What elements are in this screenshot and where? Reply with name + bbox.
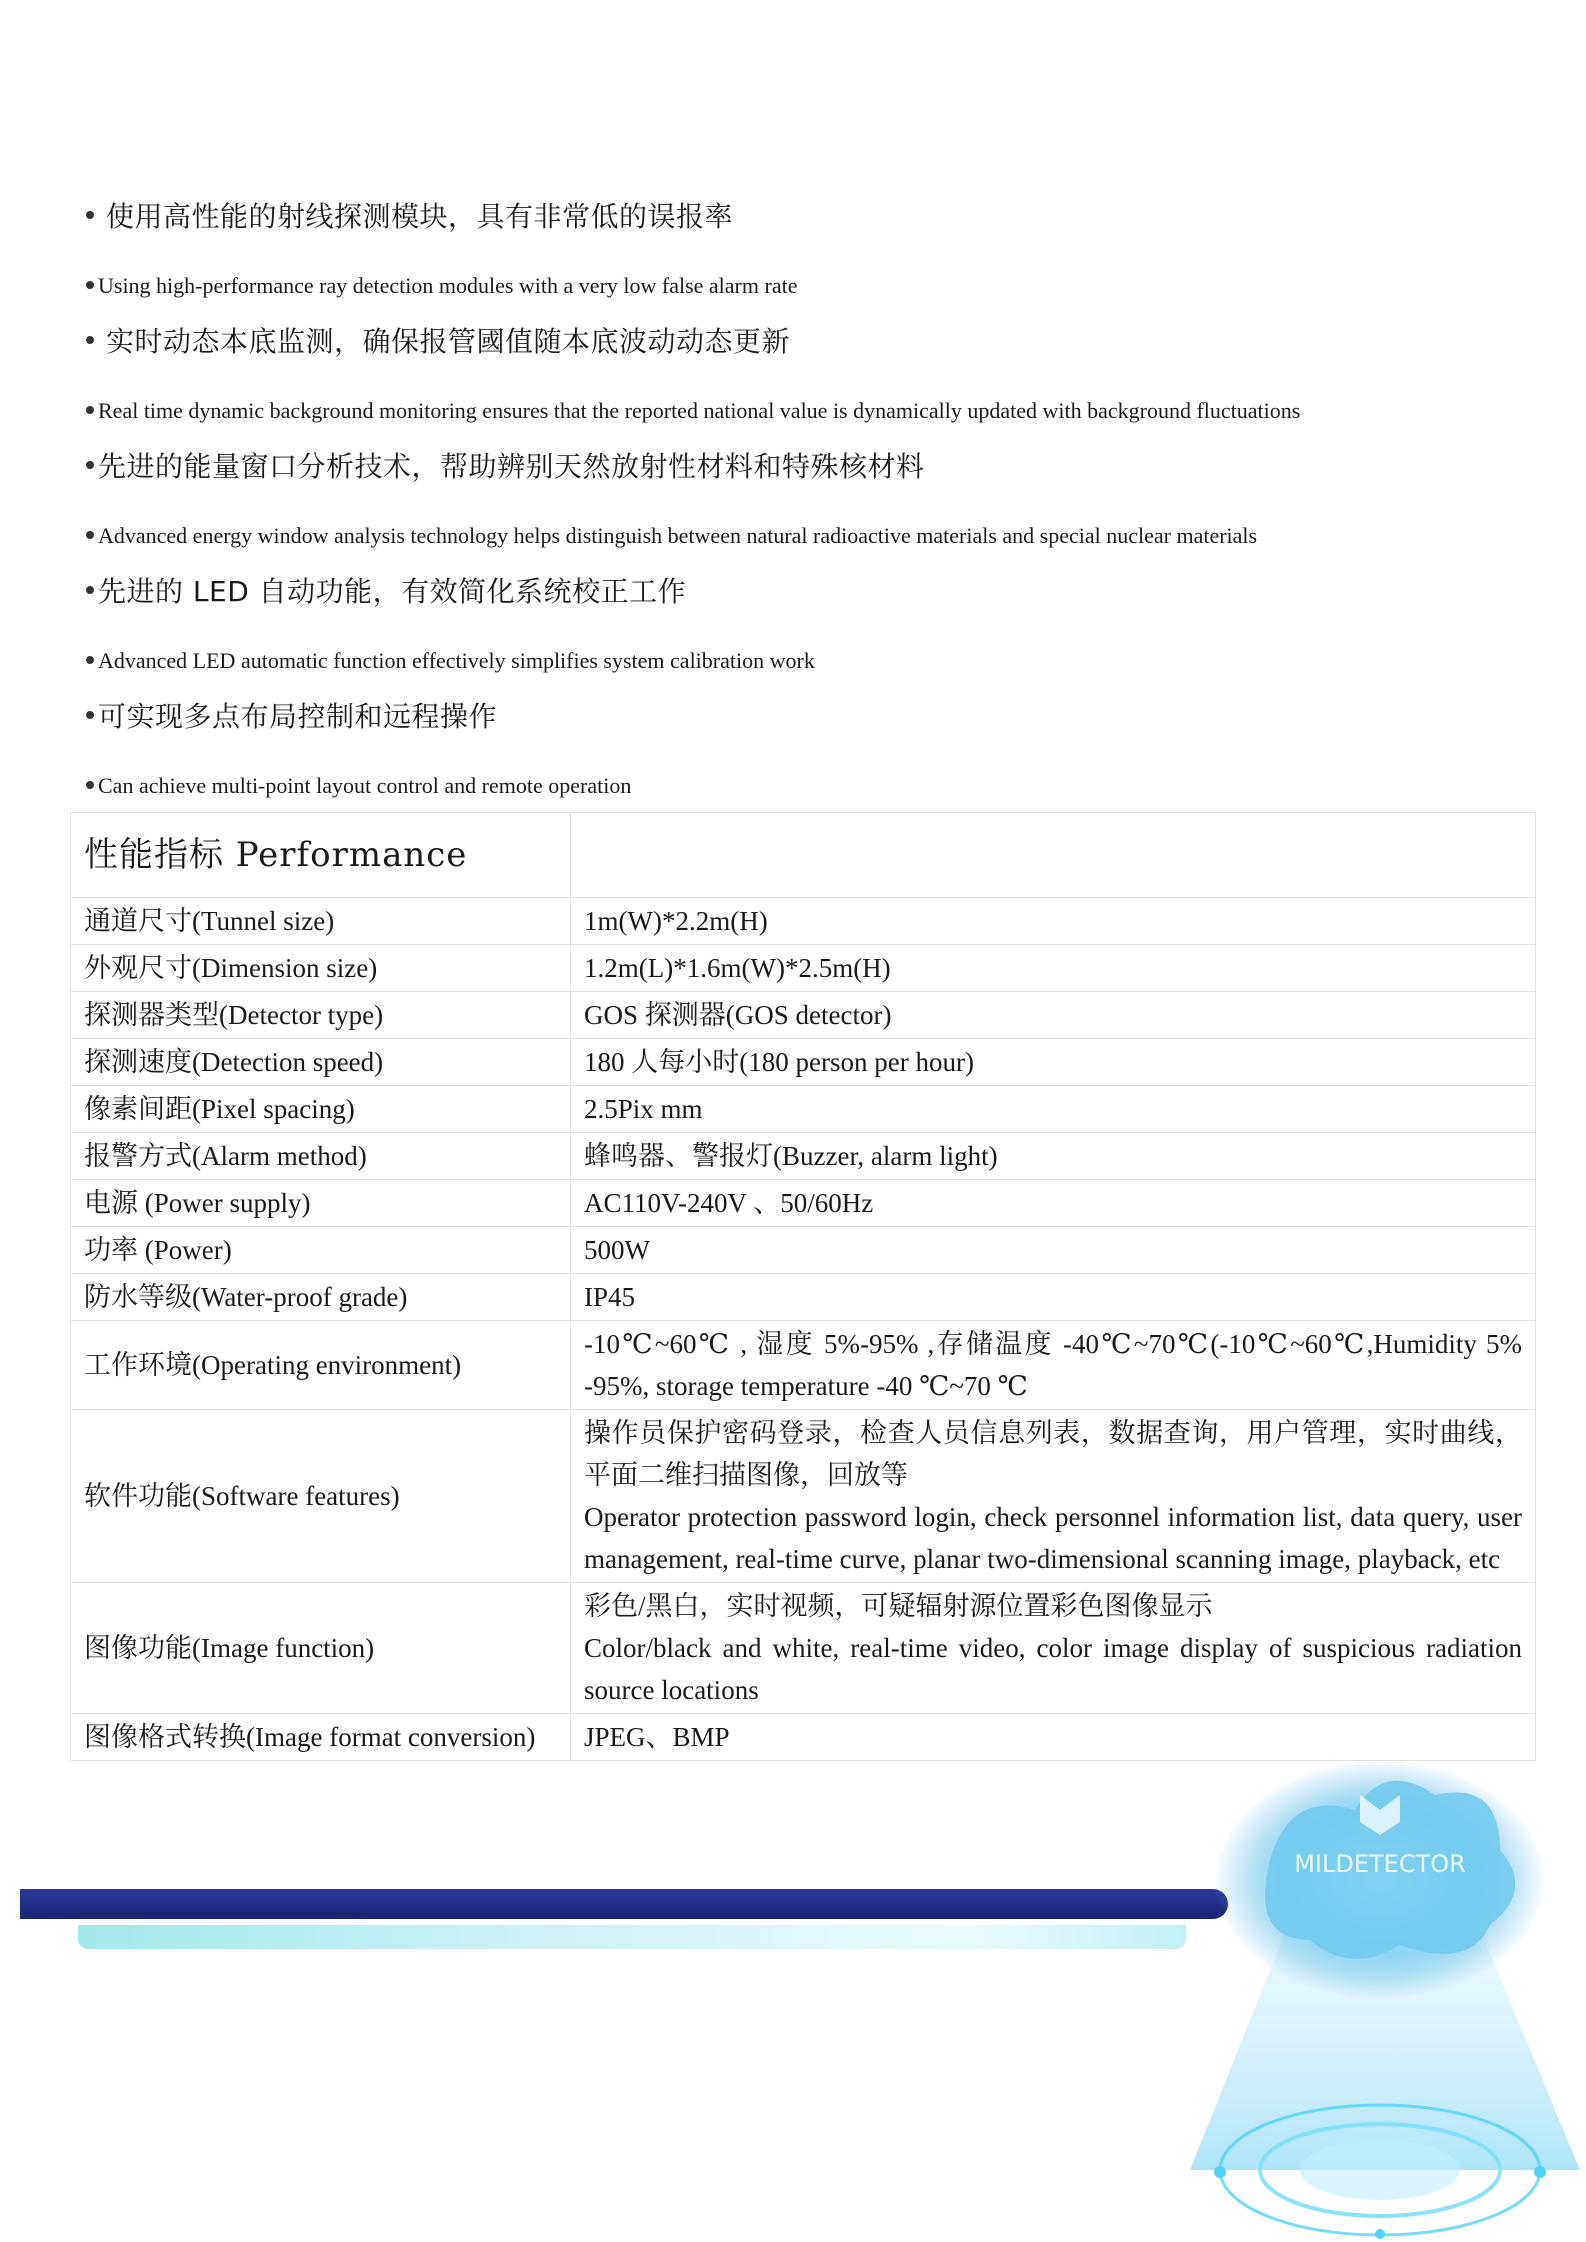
feature-item: Advanced energy window analysis technology helps distinguish between natural radioactive materials and special nuclear materials — [86, 523, 1257, 549]
row-label: 软件功能(Software features) — [71, 1410, 571, 1583]
row-value: IP45 — [571, 1274, 1536, 1321]
bullet-dot — [86, 281, 94, 289]
table-row — [71, 945, 1536, 992]
bullet-dot — [86, 406, 94, 414]
row-value: 2.5Pix mm — [571, 1086, 1536, 1133]
bullet-dot — [86, 781, 94, 789]
logo-text: MILDETECTOR — [1294, 1850, 1466, 1878]
platform-node — [1214, 2166, 1226, 2178]
bullet-dot — [86, 211, 94, 219]
row-value: 1.2m(L)*1.6m(W)*2.5m(H) — [571, 945, 1536, 992]
table-row — [71, 1227, 1536, 1274]
footer-band-light — [78, 1925, 1186, 1949]
table-row — [71, 1583, 1536, 1714]
row-label: 电源 (Power supply) — [71, 1180, 571, 1227]
row-label: 图像功能(Image function) — [71, 1583, 571, 1714]
bullet-dot — [86, 461, 94, 469]
bullet-dot — [86, 531, 94, 539]
row-label: 报警方式(Alarm method) — [71, 1133, 571, 1180]
row-value: 蜂鸣器、警报灯(Buzzer, alarm light) — [571, 1133, 1536, 1180]
table-title: 性能指标 Performance — [71, 813, 571, 898]
row-label: 探测器类型(Detector type) — [71, 992, 571, 1039]
feature-item: Using high-performance ray detection modules with a very low false alarm rate — [86, 273, 797, 299]
row-value: 500W — [571, 1227, 1536, 1274]
performance-table — [70, 812, 1536, 1761]
feature-item: 先进的能量窗口分析技术，帮助辨别天然放射性材料和特殊核材料 — [86, 445, 925, 485]
bullet-dot — [86, 586, 94, 594]
row-value-en: Operator protection password login, check personnel information list, data query, user management, real-time curve, planar two-dimensional scanning image, playback, etc — [584, 1502, 1522, 1574]
row-label: 功率 (Power) — [71, 1227, 571, 1274]
platform-node — [1534, 2166, 1546, 2178]
row-label: 工作环境(Operating environment) — [71, 1321, 571, 1410]
row-value — [571, 1583, 1536, 1714]
table-row — [71, 898, 1536, 945]
feature-item: 先进的 LED 自动功能，有效简化系统校正工作 — [86, 570, 686, 610]
bullet-dot — [86, 656, 94, 664]
feature-item: 使用高性能的射线探测模块，具有非常低的误报率 — [86, 195, 733, 235]
feature-item: 可实现多点布局控制和远程操作 — [86, 695, 497, 735]
feature-item: Real time dynamic background monitoring ensures that the reported national value is dynamically updated with background fluctuations — [86, 398, 1300, 424]
table-row — [71, 1180, 1536, 1227]
table-header-row — [71, 813, 1536, 898]
row-value-cn: 彩色/黑白，实时视频，可疑辐射源位置彩色图像显示 — [584, 1591, 1213, 1621]
row-value-en: Color/black and white, real-time video, color image display of suspicious radiation source locations — [584, 1633, 1522, 1705]
row-label: 外观尺寸(Dimension size) — [71, 945, 571, 992]
feature-item: 实时动态本底监测，确保报管國值随本底波动动态更新 — [86, 320, 790, 360]
feature-item: Can achieve multi-point layout control and remote operation — [86, 773, 631, 799]
row-value-cn: 操作员保护密码登录，检查人员信息列表，数据查询，用户管理，实时曲线，平面二维扫描图像，回放等 — [584, 1418, 1522, 1490]
row-label: 像素间距(Pixel spacing) — [71, 1086, 571, 1133]
hologram-logo-graphic — [1180, 1740, 1586, 2242]
bullet-dot — [86, 336, 94, 344]
row-value: 1m(W)*2.2m(H) — [571, 898, 1536, 945]
table-row — [71, 1274, 1536, 1321]
row-value — [571, 1410, 1536, 1583]
row-label: 通道尺寸(Tunnel size) — [71, 898, 571, 945]
row-label: 图像格式转换(Image format conversion) — [71, 1714, 571, 1761]
table-row — [71, 992, 1536, 1039]
table-row — [71, 1321, 1536, 1410]
platform-node — [1375, 2229, 1385, 2239]
row-value: 180 人每小时(180 person per hour) — [571, 1039, 1536, 1086]
row-value: AC110V-240V 、50/60Hz — [571, 1180, 1536, 1227]
table-header-empty — [571, 813, 1536, 898]
row-label: 探测速度(Detection speed) — [71, 1039, 571, 1086]
table-row — [71, 1410, 1536, 1583]
row-value: GOS 探测器(GOS detector) — [571, 992, 1536, 1039]
footer-band-dark — [20, 1889, 1228, 1919]
feature-item: Advanced LED automatic function effectively simplifies system calibration work — [86, 648, 815, 674]
table-row — [71, 1086, 1536, 1133]
platform-core — [1300, 2140, 1460, 2200]
bullet-dot — [86, 711, 94, 719]
table-row — [71, 1133, 1536, 1180]
table-row — [71, 1039, 1536, 1086]
row-value: JPEG、BMP — [571, 1714, 1536, 1761]
row-label: 防水等级(Water-proof grade) — [71, 1274, 571, 1321]
row-value: -10℃~60℃ , 湿度 5%-95% ,存储温度 -40℃~70℃(-10℃~60℃,Humidity 5% -95%, storage temperature -40 ℃~70 ℃ — [571, 1321, 1536, 1410]
